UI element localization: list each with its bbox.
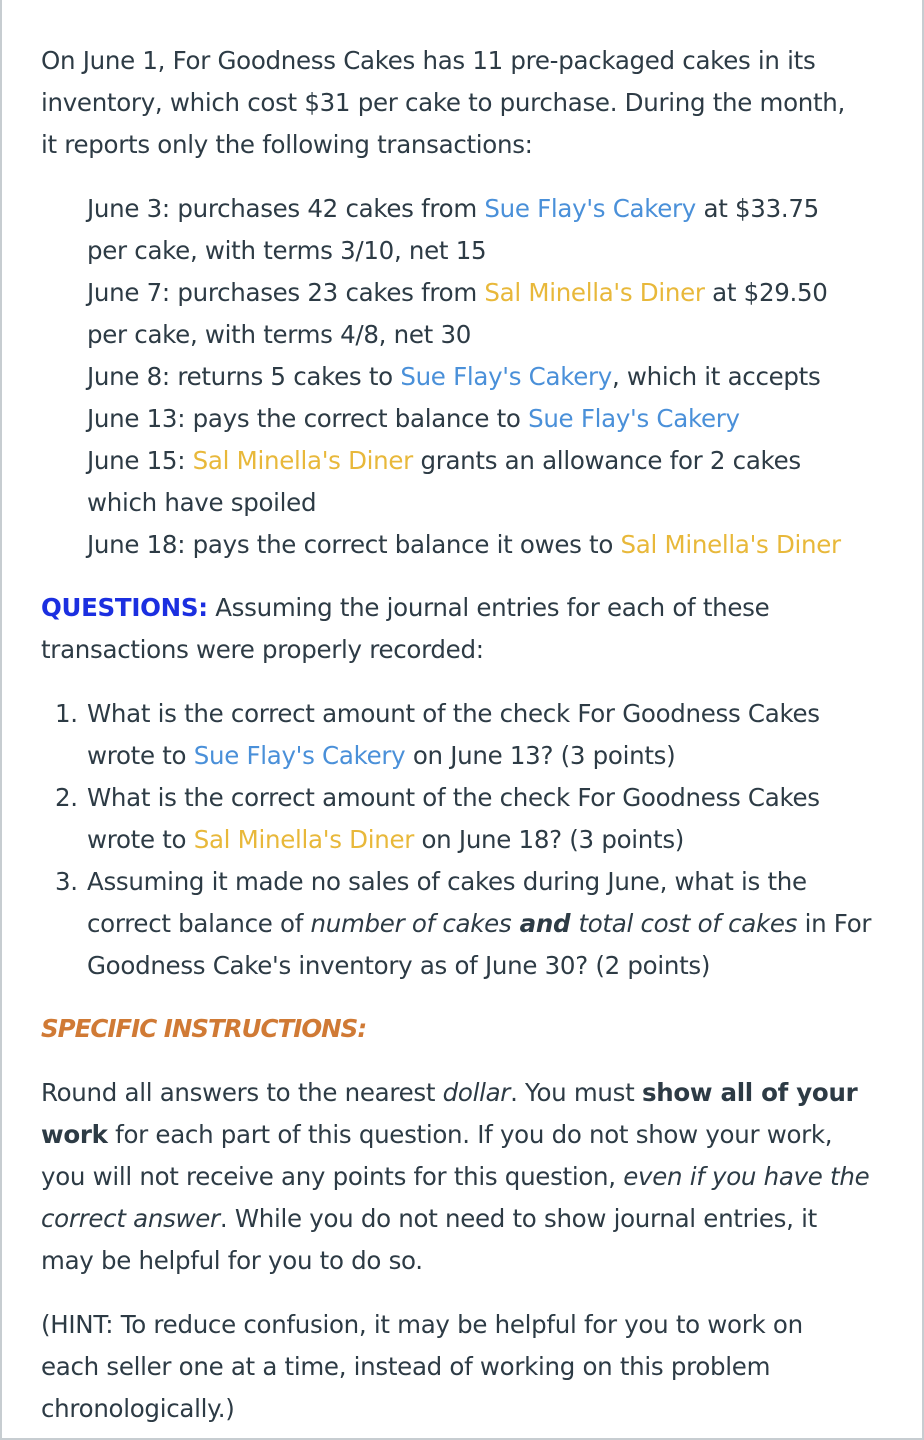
vendor-sue-flay: Sue Flay's Cakery [528, 404, 740, 433]
instructions-heading: SPECIFIC INSTRUCTIONS: [41, 1014, 367, 1043]
transaction-item: June 13: pays the correct balance to Sue Flay's Cakery [87, 404, 740, 433]
transaction-item: June 7: purchases 23 cakes from Sal Minella's Diner at $29.50 per cake, with terms 4/8, net 30 [87, 278, 828, 349]
question-number: 1. [55, 699, 78, 728]
vendor-sue-flay: Sue Flay's Cakery [484, 194, 697, 223]
emphasis-text: number of cakes [310, 909, 512, 938]
question-item: 3. Assuming it made no sales of cakes during June, what is the correct balance of number of cakes and total cost of cakes in For Goodness Cake's inventory as of June 30? (2 points) [41, 861, 901, 987]
vendor-sue-flay: Sue Flay's Cakery [193, 741, 406, 770]
intro-line: it reports only the following transactions: [41, 130, 533, 159]
hint-paragraph: (HINT: To reduce confusion, it may be helpful for you to work on each seller one at a time, instead of working on this problem chronologically.) [41, 1310, 803, 1423]
question-item: 1. What is the correct amount of the check For Goodness Cakes wrote to Sue Flay's Cakery on June 13? (3 points) [41, 693, 901, 777]
vendor-sal-minella: Sal Minella's Diner [192, 446, 413, 475]
question-number: 3. [55, 867, 78, 896]
question-item: 2. What is the correct amount of the check For Goodness Cakes wrote to Sal Minella's Diner on June 18? (3 points) [41, 777, 901, 861]
vendor-sal-minella: Sal Minella's Diner [620, 530, 841, 559]
transaction-item: June 15: Sal Minella's Diner grants an allowance for 2 cakes which have spoiled [87, 446, 801, 517]
intro-line: inventory, which cost $31 per cake to purchase. During the month, [41, 88, 846, 117]
transaction-item: June 18: pays the correct balance it owes to Sal Minella's Diner [87, 530, 841, 559]
vendor-sal-minella: Sal Minella's Diner [484, 278, 705, 307]
intro-paragraph [41, 40, 901, 166]
vendor-sue-flay: Sue Flay's Cakery [400, 362, 612, 391]
frame-left-border [0, 0, 2, 1440]
vendor-sal-minella: Sal Minella's Diner [193, 825, 414, 854]
questions-intro: QUESTIONS: Assuming the journal entries for each of these transactions were properly recorded: [41, 593, 770, 664]
questions-list [41, 693, 901, 987]
intro-line: On June 1, For Goodness Cakes has 11 pre-packaged cakes in its [41, 46, 816, 75]
questions-label: QUESTIONS: [41, 593, 208, 622]
transaction-item: June 8: returns 5 cakes to Sue Flay's Cakery, which it accepts [87, 362, 821, 391]
question-number: 2. [55, 783, 78, 812]
emphasis-and: and [511, 909, 579, 938]
transaction-item: June 3: purchases 42 cakes from Sue Flay's Cakery at $33.75 per cake, with terms 3/10, net 15 [87, 194, 819, 265]
transaction-list [87, 188, 901, 566]
emphasis-text: total cost of cakes [578, 909, 798, 938]
question-content [41, 40, 901, 1430]
instructions-paragraph: Round all answers to the nearest dollar. You must show all of your work for each part of this question. If you do not show your work, you will not receive any points for this question, even if you have the correct answer. While you do not need to show journal entries, it may be helpful for you to do so. [41, 1078, 870, 1275]
